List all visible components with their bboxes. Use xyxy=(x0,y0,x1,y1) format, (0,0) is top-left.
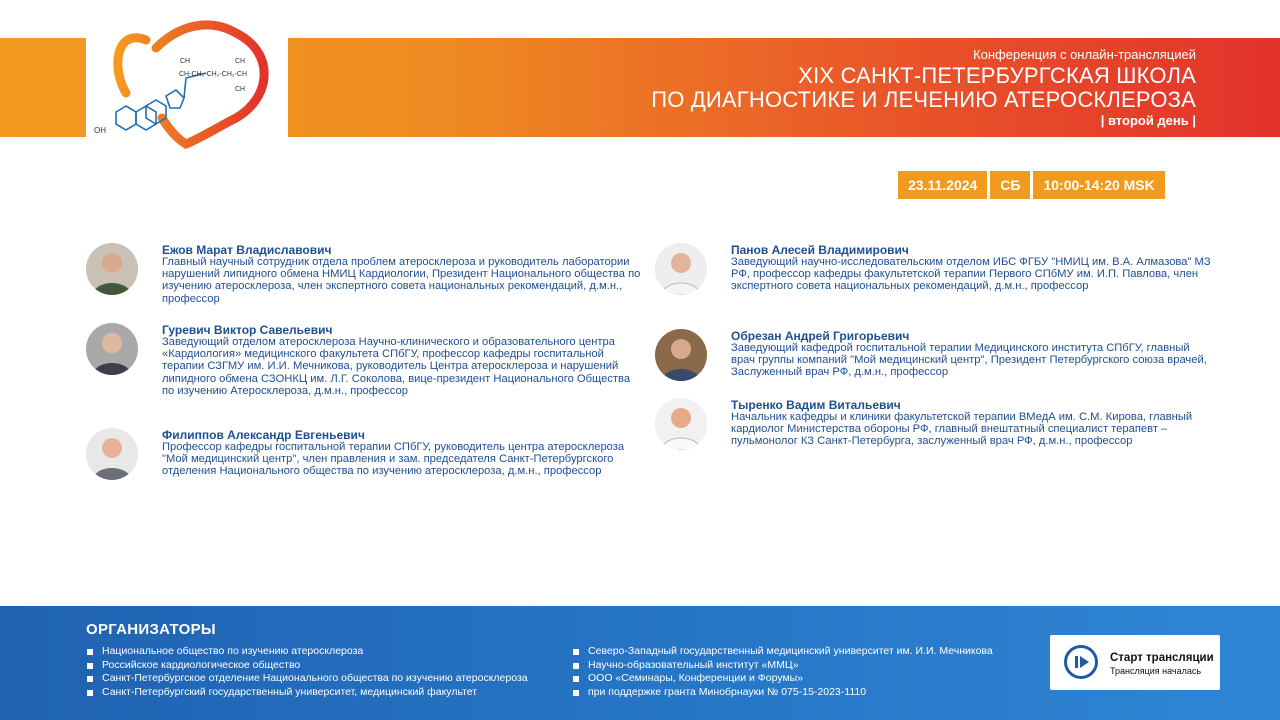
organizers-list-right xyxy=(573,645,993,699)
stream-subtitle: Трансляция началась xyxy=(1110,666,1202,676)
speaker-description: Начальник кафедры и клиники факультетской терапии ВМедА им. С.М. Кирова, главный кардиолог Министерства обороны РФ, главный внештатный специалист терапевт – пульмонолог КЗ Санкт-Петербурга, заслуженный врач РФ, д.м.н., профессор xyxy=(731,411,1193,448)
speaker-name: Ежов Марат Владиславович xyxy=(162,243,332,257)
speaker-description: Главный научный сотрудник отдела проблем атеросклероза и руководитель лаборатории нарушений липидного обмена НМИЦ Кардиологии, Президент Национального общества по изучению атеросклероза, член экспертного совета национальных рекомендаций, д.м.н., профессор xyxy=(162,256,641,305)
organizer-item: Санкт-Петербургское отделение Национального общества по изучению атеросклероза xyxy=(87,672,528,686)
logo-ch3-a: CH xyxy=(180,58,191,65)
title-line-1: XIX САНКТ-ПЕТЕРБУРГСКАЯ ШКОЛА xyxy=(798,63,1196,88)
speaker-description: Профессор кафедры госпитальной терапии СПбГУ, руководитель центра атеросклероза "Мой медицинский центр", член правления и зам. председателя Санкт-Петербургского отделения Национального общества по изучению атеросклероза, д.м.н., профессор xyxy=(162,441,625,478)
organizer-item: Северо-Западный государственный медицинский университет им. И.И. Мечникова xyxy=(573,645,993,659)
time-badge: 10:00-14:20 MSK xyxy=(1033,171,1164,199)
stream-title: Старт трансляции xyxy=(1110,652,1214,664)
speaker-description: Заведующий кафедрой госпитальной терапии Медицинского института СПбГУ, главный врач группы компаний "Мой медицинский центр", Президент Петербургского союза врачей, Заслуженный врач РФ, д.м.н., профессор xyxy=(731,342,1207,379)
speaker-name: Гуревич Виктор Савельевич xyxy=(162,323,333,337)
play-stream-icon xyxy=(1064,645,1098,679)
logo-ch3-b: CH xyxy=(235,58,246,65)
avatar xyxy=(86,428,138,480)
organizers-title: ОРГАНИЗАТОРЫ xyxy=(86,621,216,638)
heart-cholesterol-logo xyxy=(86,18,288,153)
title-line-2: ПО ДИАГНОСТИКЕ И ЛЕЧЕНИЮ АТЕРОСКЛЕРОЗА xyxy=(651,87,1196,112)
avatar xyxy=(655,243,707,295)
organizer-item: Национальное общество по изучению атеросклероза xyxy=(87,645,528,659)
molecule-rings xyxy=(116,73,206,130)
logo-ch3-c: CH xyxy=(235,86,246,93)
organizer-item: при поддержке гранта Минобрнауки № 075-15-2023-1110 xyxy=(573,686,993,700)
organizer-item: ООО «Семинары, Конференции и Форумы» xyxy=(573,672,993,686)
organizer-item: Российское кардиологическое общество xyxy=(87,659,528,673)
conference-title xyxy=(651,64,1196,112)
conference-subtitle: Конференция с онлайн-трансляцией xyxy=(973,47,1196,62)
logo-oh-label: OH xyxy=(94,126,106,135)
avatar xyxy=(655,398,707,450)
speaker-name: Панов Алесей Владимирович xyxy=(731,243,909,257)
speaker-description: Заведующий отделом атеросклероза Научно-клинического и образовательного центра «Кардиология» медицинского факультета СПбГУ, профессор кафедры госпитальной терапии СЗГМУ им. И.И. Мечникова, руководитель Центра атеросклероза и нарушений липидного обмена СЗОНКЦ им. Л.Г. Соколова, вице-президент Национального Общества по изучению Атеросклероза, д.м.н., профессор xyxy=(162,336,631,397)
speaker-description: Заведующий научно-исследовательским отделом ИБС ФГБУ "НМИЦ им. В.А. Алмазова" МЗ РФ, профессор кафедры факультетской терапии Первого СПбМУ им. И.П. Павлова, член экспертного совета национальных рекомендаций, д.м.н., профессор xyxy=(731,256,1211,293)
date-badges xyxy=(898,171,1165,199)
day-label: | второй день | xyxy=(1100,113,1196,128)
avatar xyxy=(655,329,707,381)
logo-chain: CH-CH₂-CH₂-CH₂-CH xyxy=(179,71,248,78)
organizer-item: Научно-образовательный институт «ММЦ» xyxy=(573,659,993,673)
avatar xyxy=(86,243,138,295)
weekday-badge: СБ xyxy=(990,171,1030,199)
organizer-item: Санкт-Петербургский государственный университет, медицинский факультет xyxy=(87,686,528,700)
speaker-name: Обрезан Андрей Григорьевич xyxy=(731,329,910,343)
date-badge: 23.11.2024 xyxy=(898,171,987,199)
avatar xyxy=(86,323,138,375)
speaker-name: Тыренко Вадим Витальевич xyxy=(731,398,901,412)
organizers-list-left xyxy=(87,645,528,699)
stream-start-button[interactable] xyxy=(1050,635,1220,690)
speaker-name: Филиппов Александр Евгеньевич xyxy=(162,428,365,442)
